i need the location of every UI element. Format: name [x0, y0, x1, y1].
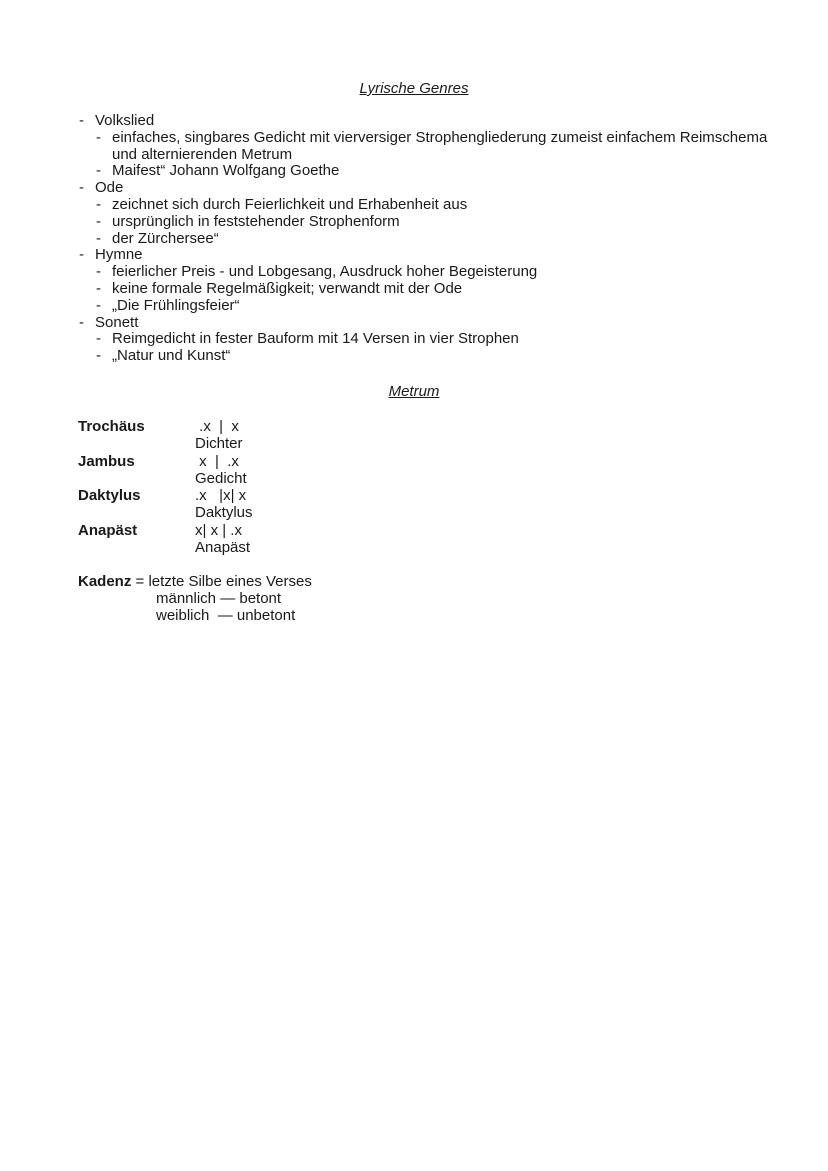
genre-point: - „Die Frühlingsfeier“ [96, 296, 240, 314]
genre-point: - ursprünglich in feststehender Strophenform [96, 212, 400, 230]
genre-name: Volkslied [95, 112, 155, 129]
genre-point: - der Zürchersee“ [96, 229, 219, 247]
genre-name: Hymne [95, 246, 143, 264]
metrum-pattern: x | .x [195, 453, 239, 470]
genre-name: Ode [95, 179, 124, 197]
kadenz-definition [78, 573, 312, 590]
metrum-pattern: .x | x [195, 418, 239, 435]
metrum-name: Jambus [78, 453, 135, 470]
kadenz-male: männlich — betont [156, 590, 282, 607]
genre-name: Sonett [95, 313, 139, 331]
genre-list [78, 113, 778, 365]
kadenz-term: Kadenz [78, 573, 132, 590]
metrum-example: Gedicht [195, 470, 247, 487]
metrum-heading: Metrum [388, 383, 440, 400]
genre-item: - Hymne - feierlicher Preis - und Lobgesang, Ausdruck hoher Begeisterung - keine formale Regelmäßigkeit; verwandt mit der Ode - „Die Frühlingsfeier“ [78, 247, 778, 314]
metrum-pattern: x| x | .x [195, 522, 242, 539]
metrum-example: Anapäst [195, 539, 251, 556]
kadenz-text: = letzte Silbe eines Verses [131, 573, 312, 590]
genre-point: - zeichnet sich durch Feierlichkeit und Erhabenheit aus [96, 195, 468, 213]
metrum-pattern: .x |x| x [195, 487, 247, 504]
metrum-name: Anapäst [78, 522, 138, 539]
genre-point: - feierlicher Preis - und Lobgesang, Ausdruck hoher Begeisterung [96, 263, 538, 281]
page-title: Lyrische Genres [359, 80, 469, 97]
genre-point: - Maifest“ Johann Wolfgang Goethe [96, 162, 340, 180]
genre-point: - Reimgedicht in fester Bauform mit 14 Versen in vier Strophen [96, 330, 519, 348]
genre-item: - Ode - zeichnet sich durch Feierlichkeit und Erhabenheit aus - ursprünglich in feststehender Strophenform - der Zürchersee“ [78, 180, 778, 247]
genre-point: - „Natur und Kunst“ [96, 347, 231, 365]
metrum-example: Dichter [195, 435, 243, 452]
genre-point: - einfaches, singbares Gedicht mit vierversiger Strophengliederung zumeist einfachem Reimschema und alternierenden Metrum [96, 128, 768, 163]
metrum-name: Trochäus [78, 418, 145, 435]
metrum-example: Daktylus [195, 504, 253, 521]
kadenz-female: weiblich — unbetont [156, 607, 296, 624]
genre-item: - Volkslied - einfaches, singbares Gedicht mit vierversiger Strophengliederung zumeist einfachem Reimschema und alternierenden Metrum - Maifest“ Johann Wolfgang Goethe [78, 113, 778, 180]
genre-point: - keine formale Regelmäßigkeit; verwandt mit der Ode [96, 279, 463, 297]
metrum-name: Daktylus [78, 487, 141, 504]
genre-item: - Sonett - Reimgedicht in fester Bauform mit 14 Versen in vier Strophen - „Natur und Kunst“ [78, 315, 778, 365]
